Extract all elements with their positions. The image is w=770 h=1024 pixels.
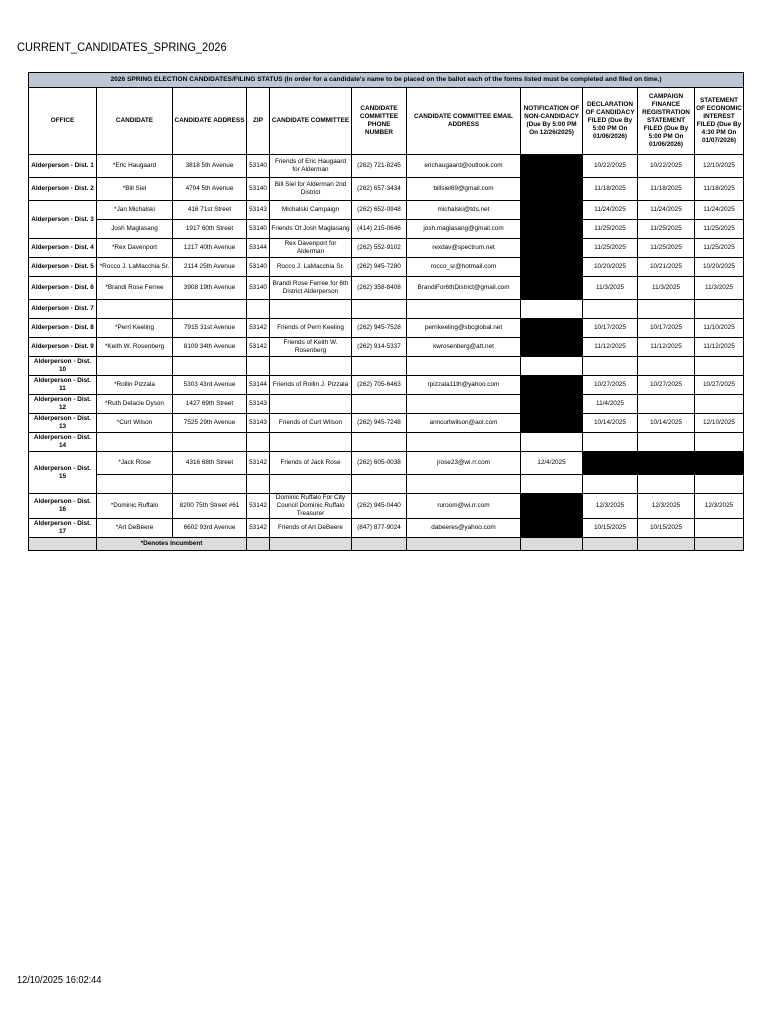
notification-cell [521,155,583,178]
candidates-table [28,72,744,551]
table-row [29,452,744,475]
address-cell: 1917 60th Street [173,220,247,239]
notification-cell: 12/4/2025 [521,452,583,475]
phone-cell: (262) 705-6463 [352,376,407,395]
email-cell: rexdav@spectrum.net [407,239,521,258]
table-row [29,494,744,519]
table-row [29,338,744,357]
email-cell: kwrosenberg@att.net [407,338,521,357]
economic-cell: 10/27/2025 [695,376,744,395]
campaign-cell: 10/15/2025 [638,519,695,538]
campaign-cell: 10/17/2025 [638,319,695,338]
office-cell: Alderperson - Dist. 7 [29,300,97,319]
committee-cell: Bill Siel for Alderman 2nd District [270,178,352,201]
zip-cell: 53142 [247,494,270,519]
table-row [29,433,744,452]
table-row [29,395,744,414]
campaign-cell: 11/18/2025 [638,178,695,201]
office-cell: Alderperson - Dist. 4 [29,239,97,258]
table-row [29,201,744,220]
candidate-cell: *Jan Michalski [97,201,173,220]
address-cell: 7915 31st Avenue [173,319,247,338]
candidate-cell: *Dominic Ruffalo [97,494,173,519]
notification-cell [521,494,583,519]
incumbent-note: *Denotes Incumbent [97,538,247,551]
address-cell: 5303 43rd Avenue [173,376,247,395]
phone-cell: (262) 358-8408 [352,277,407,300]
campaign-cell [638,395,695,414]
zip-cell: 53142 [247,319,270,338]
notification-cell [521,319,583,338]
declaration-cell: 11/4/2025 [583,395,638,414]
zip-cell: 53143 [247,414,270,433]
address-cell: 6602 93rd Avenue [173,519,247,538]
economic-cell: 11/3/2025 [695,277,744,300]
economic-cell: 12/10/2025 [695,414,744,433]
declaration-cell: 11/18/2025 [583,178,638,201]
zip-cell: 53140 [247,155,270,178]
campaign-cell: 11/25/2025 [638,239,695,258]
zip-cell: 53142 [247,452,270,475]
notification-cell [521,178,583,201]
office-cell: Alderperson - Dist. 9 [29,338,97,357]
address-cell: 2114 25th Avenue [173,258,247,277]
campaign-cell: 10/27/2025 [638,376,695,395]
col-committee: CANDIDATE COMMITTEE [270,88,352,155]
col-candidate: CANDIDATE [97,88,173,155]
email-cell: jrose23@wi.rr.com [407,452,521,475]
col-economic: STATEMENT OF ECONOMIC INTEREST FILED (Due By 4:30 PM On 01/07/2026) [695,88,744,155]
candidate-cell: *Rocco J. LaMacchia Sr. [97,258,173,277]
campaign-cell [638,452,695,475]
economic-cell [695,519,744,538]
notification-cell [521,258,583,277]
economic-cell: 11/10/2025 [695,319,744,338]
economic-cell: 11/25/2025 [695,220,744,239]
committee-cell: Brandi Rose Ferree for 6th District Alderperson [270,277,352,300]
candidate-cell: *Rex Davenport [97,239,173,258]
col-address: CANDIDATE ADDRESS [173,88,247,155]
declaration-cell [583,452,638,475]
candidate-cell: *Jack Rose [97,452,173,475]
campaign-cell: 11/3/2025 [638,277,695,300]
committee-cell [270,395,352,414]
committee-cell: Friends of Keith W. Rosenberg [270,338,352,357]
email-cell: josh.maglasang@gmail.com [407,220,521,239]
email-cell: BrandiFor6thDistrict@gmail.com [407,277,521,300]
phone-cell: (262) 605-0038 [352,452,407,475]
phone-cell: (262) 945-7528 [352,319,407,338]
email-cell: rpizzala11th@yahoo.com [407,376,521,395]
office-cell: Alderperson - Dist. 12 [29,395,97,414]
declaration-cell: 11/25/2025 [583,239,638,258]
col-phone: CANDIDATE COMMITTEE PHONE NUMBER [352,88,407,155]
office-cell: Alderperson - Dist. 16 [29,494,97,519]
phone-cell: (262) 945-7280 [352,258,407,277]
committee-cell: Michalski Campaign [270,201,352,220]
zip-cell: 53140 [247,277,270,300]
zip-cell: 53144 [247,239,270,258]
email-cell: dabeeres@yahoo.com [407,519,521,538]
col-office: OFFICE [29,88,97,155]
economic-cell: 11/24/2025 [695,201,744,220]
office-cell: Alderperson - Dist. 3 [29,201,97,239]
email-cell: erichaugaard@outlook.com [407,155,521,178]
office-cell: Alderperson - Dist. 13 [29,414,97,433]
zip-cell: 53143 [247,395,270,414]
declaration-cell: 10/15/2025 [583,519,638,538]
table-row [29,475,744,494]
committee-cell: Friends of Art DeBeere [270,519,352,538]
phone-cell: (262) 657-3434 [352,178,407,201]
notification-cell [521,201,583,220]
address-cell: 8109 34th Avenue [173,338,247,357]
candidate-cell: *Curt Wilson [97,414,173,433]
address-cell: 7525 29th Avenue [173,414,247,433]
declaration-cell: 10/22/2025 [583,155,638,178]
col-campaign: CAMPAIGN FINANCE REGISTRATION STATEMENT FILED (Due By 5:00 PM On 01/06/2026) [638,88,695,155]
phone-cell: (262) 945-7248 [352,414,407,433]
notification-cell [521,519,583,538]
declaration-cell: 11/24/2025 [583,201,638,220]
office-cell: Alderperson - Dist. 11 [29,376,97,395]
economic-cell [695,395,744,414]
phone-cell: (262) 552-9102 [352,239,407,258]
declaration-cell: 11/25/2025 [583,220,638,239]
notification-cell [521,376,583,395]
table-row [29,357,744,376]
table-row [29,319,744,338]
campaign-cell: 10/21/2025 [638,258,695,277]
table-row [29,376,744,395]
declaration-cell: 10/20/2025 [583,258,638,277]
notification-cell [521,277,583,300]
table-row [29,519,744,538]
zip-cell: 53140 [247,258,270,277]
header-row [29,88,744,155]
candidate-cell: *Rollin Pizzala [97,376,173,395]
candidate-cell: *Ruth Delacie Dyson [97,395,173,414]
committee-cell: Friends of Jack Rose [270,452,352,475]
address-cell: 4316 68th Street [173,452,247,475]
economic-cell: 10/20/2025 [695,258,744,277]
zip-cell: 53142 [247,519,270,538]
col-zip: ZIP [247,88,270,155]
email-cell: michalski@tds.net [407,201,521,220]
table-row [29,220,744,239]
committee-cell: Friends of Perri Keeling [270,319,352,338]
email-cell: rocco_sr@hotmail.com [407,258,521,277]
zip-cell: 53142 [247,338,270,357]
zip-cell: 53144 [247,376,270,395]
table-row [29,178,744,201]
office-cell: Alderperson - Dist. 1 [29,155,97,178]
table-row [29,155,744,178]
committee-cell: Dominic Ruffalo For City Council Dominic Ruffalo Treasurer [270,494,352,519]
campaign-cell: 11/12/2025 [638,338,695,357]
address-cell: 4704 5th Avenue [173,178,247,201]
declaration-cell: 10/27/2025 [583,376,638,395]
candidate-cell: *Brandi Rose Ferree [97,277,173,300]
phone-cell: (262) 945-0440 [352,494,407,519]
economic-cell: 11/12/2025 [695,338,744,357]
declaration-cell: 11/12/2025 [583,338,638,357]
address-cell: 416 71st Street [173,201,247,220]
address-cell: 8200 75th Street #61 [173,494,247,519]
office-cell: Alderperson - Dist. 10 [29,357,97,376]
address-cell: 3818 5th Avenue [173,155,247,178]
committee-cell: Rex Davenport for Alderman [270,239,352,258]
address-cell: 1427 69th Street [173,395,247,414]
banner-row [29,73,744,88]
table-banner: 2026 SPRING ELECTION CANDIDATES/FILING STATUS (In order for a candidate's name to be placed on the ballot each of the forms listed must be completed and filed on time.) [29,73,744,88]
office-cell: Alderperson - Dist. 2 [29,178,97,201]
table-row [29,239,744,258]
zip-cell: 53140 [247,178,270,201]
phone-cell: (262) 721-8245 [352,155,407,178]
phone-cell: (414) 215-0646 [352,220,407,239]
economic-cell: 11/18/2025 [695,178,744,201]
economic-cell [695,452,744,475]
candidate-cell: *Bill Siel [97,178,173,201]
office-cell: Alderperson - Dist. 5 [29,258,97,277]
campaign-cell: 12/3/2025 [638,494,695,519]
candidate-cell: *Eric Haugaard [97,155,173,178]
phone-cell [352,395,407,414]
email-cell: perrikeeling@sbcglobal.net [407,319,521,338]
committee-cell: Friends of Curt Wilson [270,414,352,433]
notification-cell [521,239,583,258]
campaign-cell: 11/24/2025 [638,201,695,220]
declaration-cell: 10/17/2025 [583,319,638,338]
phone-cell: (262) 914-5337 [352,338,407,357]
candidate-cell: *Perri Keeling [97,319,173,338]
col-notification: NOTIFICATION OF NON-CANDIDACY (Due By 5:00 PM On 12/26/2025) [521,88,583,155]
office-cell: Alderperson - Dist. 15 [29,452,97,494]
email-cell: billsiel69@gmail.com [407,178,521,201]
note-row [29,538,744,551]
email-cell [407,395,521,414]
table-row [29,258,744,277]
zip-cell: 53140 [247,220,270,239]
notification-cell [521,395,583,414]
office-cell: Alderperson - Dist. 8 [29,319,97,338]
address-cell: 3908 19th Avenue [173,277,247,300]
economic-cell: 12/10/2025 [695,155,744,178]
declaration-cell: 10/14/2025 [583,414,638,433]
declaration-cell: 12/3/2025 [583,494,638,519]
phone-cell: (262) 652-0948 [352,201,407,220]
email-cell: ruroom@wi.rr.com [407,494,521,519]
campaign-cell: 11/25/2025 [638,220,695,239]
notification-cell [521,414,583,433]
committee-cell: Rocco J. LaMacchia Sr. [270,258,352,277]
address-cell: 1217 40th Avenue [173,239,247,258]
table-row [29,277,744,300]
zip-cell: 53143 [247,201,270,220]
table-row [29,414,744,433]
economic-cell: 12/3/2025 [695,494,744,519]
col-email: CANDIDATE COMMITTEE EMAIL ADDRESS [407,88,521,155]
committee-cell: Friends of Rollin J. Pizzala [270,376,352,395]
committee-cell: Friends of Eric Haugaard for Alderman [270,155,352,178]
email-cell: anncurtwilson@aol.com [407,414,521,433]
table-row [29,300,744,319]
col-declaration: DECLARATION OF CANDIDACY FILED (Due By 5:00 PM On 01/06/2026) [583,88,638,155]
notification-cell [521,338,583,357]
document-title: CURRENT_CANDIDATES_SPRING_2026 [17,40,227,54]
candidate-cell: *Art DeBeere [97,519,173,538]
declaration-cell: 11/3/2025 [583,277,638,300]
phone-cell: (847) 877-9024 [352,519,407,538]
campaign-cell: 10/14/2025 [638,414,695,433]
office-cell: Alderperson - Dist. 14 [29,433,97,452]
campaign-cell: 10/22/2025 [638,155,695,178]
notification-cell [521,220,583,239]
print-timestamp: 12/10/2025 16:02:44 [17,975,102,986]
committee-cell: Friends Of Josh Maglasang [270,220,352,239]
economic-cell: 11/25/2025 [695,239,744,258]
office-cell: Alderperson - Dist. 17 [29,519,97,538]
candidate-cell: *Keith W. Rosenberg [97,338,173,357]
office-cell: Alderperson - Dist. 6 [29,277,97,300]
candidate-cell: Josh Maglasang [97,220,173,239]
